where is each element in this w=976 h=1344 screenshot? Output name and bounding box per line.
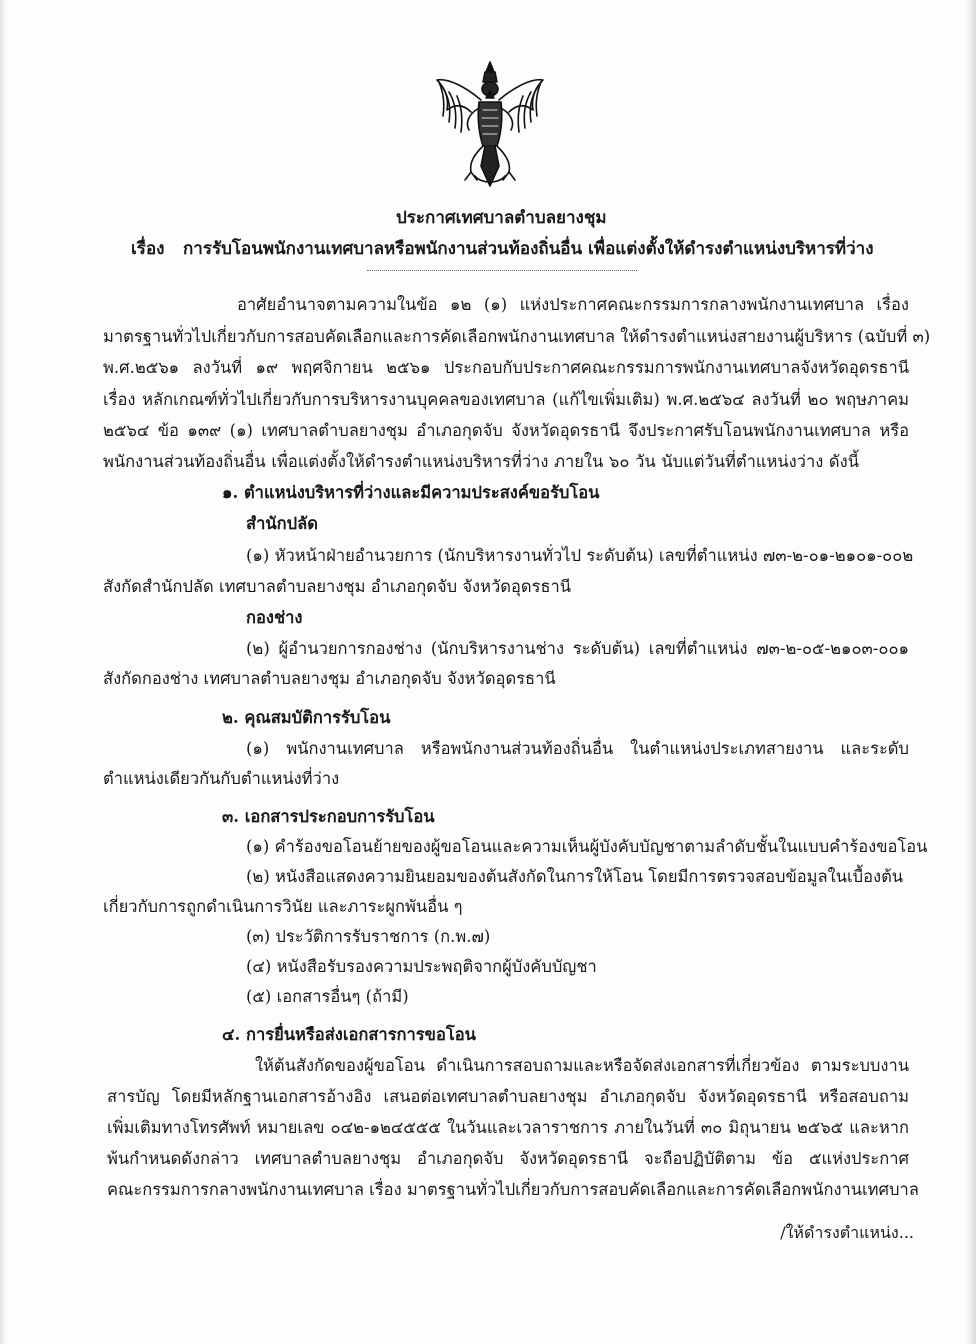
section4-line-1: ให้ต้นสังกัดของผู้ขอโอน ดำเนินการสอบถามและหรือจัดส่งเอกสารที่เกี่ยวข้อง ตามระบบงาน [255, 1056, 909, 1075]
section2-item1-line1: (๑) พนักงานเทศบาล หรือพนักงานส่วนท้องถิ่นอื่น ในตำแหน่งประเภทสายงาน และระดับ [246, 739, 909, 758]
section3-item2-line2: เกี่ยวกับการถูกดำเนินการวินัย และภาระผูกพันอื่น ๆ [103, 897, 463, 916]
intro-line-5: ๒๕๖๔ ข้อ ๑๓๙ (๑) เทศบาลตำบลยางชุม อำเภอกุดจับ จังหวัดอุดรธานี จึงประกาศรับโอนพนักงานเทศบาล หรือ [103, 421, 909, 440]
section1-item2-line1: (๒) ผู้อำนวยการกองช่าง (นักบริหารงานช่าง ระดับต้น) เลขที่ตำแหน่ง ๗๓-๒-๐๕-๒๑๐๓-๐๐๑ [246, 639, 909, 658]
section1-item1-line2: สังกัดสำนักปลัด เทศบาลตำบลยางชุม อำเภอกุดจับ จังหวัดอุดรธานี [103, 577, 572, 596]
section3-item1: (๑) คำร้องขอโอนย้ายของผู้ขอโอนและความเห็นผู้บังคับบัญชาตามลำดับชั้นในแบบคำร้องขอโอน [246, 837, 928, 856]
announcement-subject [131, 238, 874, 260]
announcement-title: ประกาศเทศบาลตำบลยางชุม [396, 208, 607, 228]
section3-heading: ๓. เอกสารประกอบการรับโอน [222, 807, 435, 826]
section3-item3: (๓) ประวัติการรับราชการ (ก.พ.๗) [246, 927, 491, 946]
subject-label: เรื่อง [131, 239, 165, 259]
intro-line-3: พ.ศ.๒๕๖๑ ลงวันที่ ๑๙ พฤศจิกายน ๒๕๖๑ ประกอบกับประกาศคณะกรรมการพนักงานเทศบาลจังหวัดอุดรธานี [103, 358, 909, 377]
section2-heading: ๒. คุณสมบัติการรับโอน [222, 708, 391, 727]
intro-line-6: พนักงานส่วนท้องถิ่นอื่น เพื่อแต่งตั้งให้ดำรงตำแหน่งบริหารที่ว่าง ภายใน ๖๐ วัน นับแต่วันที่ตำแหน่งว่าง ดังนี้ [103, 452, 859, 471]
section4-line-4: พ้นกำหนดดังกล่าว เทศบาลตำบลยางชุม อำเภอกุดจับ จังหวัดอุดรธานี จะถือปฏิบัติตาม ข้อ ๕แห่งประกาศ [107, 1149, 909, 1168]
scan-shadow-right [966, 0, 976, 1344]
section3-item5: (๕) เอกสารอื่นๆ (ถ้ามี) [246, 987, 409, 1006]
scan-shadow-left [0, 0, 6, 1344]
section2-item1-line2: ตำแหน่งเดียวกันกับตำแหน่งที่ว่าง [103, 769, 340, 788]
continued-marker: /ให้ดำรงตำแหน่ง... [780, 1223, 914, 1242]
section4-line-5: คณะกรรมการกลางพนักงานเทศบาล เรื่อง มาตรฐานทั่วไปเกี่ยวกับการสอบคัดเลือกและการคัดเลือกพนักงานเทศบาล [107, 1180, 919, 1199]
section1-item2-line2: สังกัดกองช่าง เทศบาลตำบลยางชุม อำเภอกุดจับ จังหวัดอุดรธานี [103, 669, 556, 688]
section1-unit-engineering: กองช่าง [246, 608, 303, 627]
section3-item2-line1: (๒) หนังสือแสดงความยินยอมของต้นสังกัดในการให้โอน โดยมีการตรวจสอบข้อมูลในเบื้องต้น [246, 867, 904, 886]
subject-text: การรับโอนพนักงานเทศบาลหรือพนักงานส่วนท้องถิ่นอื่น เพื่อแต่งตั้งให้ดำรงตำแหน่งบริหารที่ว่าง [183, 239, 874, 259]
intro-line-1: อาศัยอำนาจตามความในข้อ ๑๒ (๑) แห่งประกาศคณะกรรมการกลางพนักงานเทศบาล เรื่อง [237, 295, 909, 314]
section1-unit-office: สำนักปลัด [246, 514, 318, 533]
intro-line-4: เรื่อง หลักเกณฑ์ทั่วไปเกี่ยวกับการบริหารงานบุคคลของเทศบาล (แก้ไขเพิ่มเติม) พ.ศ.๒๕๖๔ ลงวันที่ ๒๐ พฤษภาคม [103, 390, 909, 409]
section1-heading: ๑. ตำแหน่งบริหารที่ว่างและมีความประสงค์ขอรับโอน [222, 483, 600, 502]
garuda-emblem-icon [431, 58, 549, 192]
section3-item4: (๔) หนังสือรับรองความประพฤติจากผู้บังคับบัญชา [246, 957, 597, 976]
section4-heading: ๔. การยื่นหรือส่งเอกสารการขอโอน [222, 1025, 476, 1044]
title-divider [367, 270, 637, 271]
section4-line-3: เพิ่มเติมทางโทรศัพท์ หมายเลข ๐๔๒-๑๒๔๕๕๕ ในวันและเวลาราชการ ภายในวันที่ ๓๐ มิถุนายน ๒๕๖๕ และหาก [107, 1118, 909, 1137]
intro-line-2: มาตรฐานทั่วไปเกี่ยวกับการสอบคัดเลือกและการคัดเลือกพนักงานเทศบาล ให้ดำรงตำแหน่งสายงานผู้บริหาร (ฉบับที่ ๓) [103, 327, 931, 346]
section1-item1-line1: (๑) หัวหน้าฝ่ายอำนวยการ (นักบริหารงานทั่วไป ระดับต้น) เลขที่ตำแหน่ง ๗๓-๒-๐๑-๒๑๐๑-๐๐๒ [246, 546, 914, 565]
section4-line-2: สารบัญ โดยมีหลักฐานเอกสารอ้างอิง เสนอต่อเทศบาลตำบลยางชุม อำเภอกุดจับ จังหวัดอุดรธานี หรือสอบถาม [107, 1087, 909, 1106]
